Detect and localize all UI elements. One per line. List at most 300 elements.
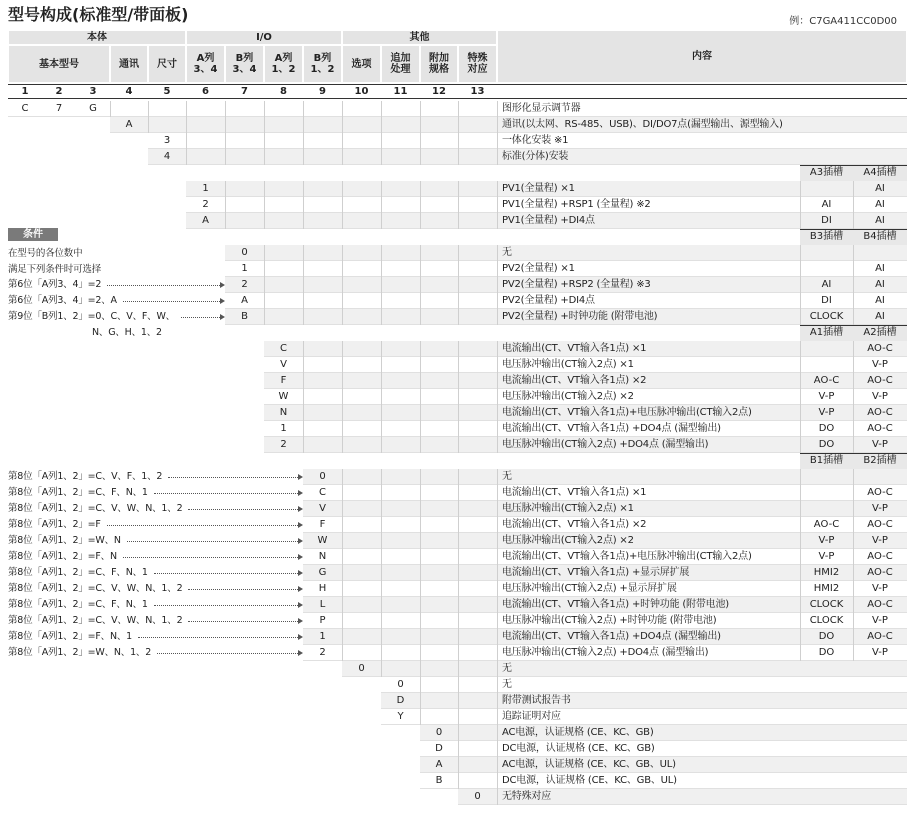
col-rule bbox=[497, 757, 498, 773]
col-rule bbox=[420, 213, 421, 229]
col-rule bbox=[342, 213, 343, 229]
content-desc: AC电源，认证规格 (CE、KC、GB、UL) bbox=[502, 759, 676, 770]
code-cell: B bbox=[435, 775, 443, 786]
col-rule bbox=[458, 293, 459, 309]
col-rule bbox=[303, 421, 304, 437]
content-desc: 一体化安装 ※1 bbox=[502, 135, 569, 146]
col-rule bbox=[420, 629, 421, 645]
code-cell: V bbox=[280, 359, 287, 370]
col-rule bbox=[342, 581, 343, 597]
col-rule bbox=[342, 117, 343, 133]
code-cell: 2 bbox=[319, 647, 326, 658]
col-rule bbox=[458, 341, 459, 357]
arrow-head bbox=[298, 538, 303, 544]
header-column: B列 3、4 bbox=[225, 45, 264, 83]
content-desc: 无 bbox=[502, 247, 512, 258]
col-rule bbox=[420, 597, 421, 613]
slot-value: DI bbox=[821, 295, 832, 306]
col-rule bbox=[342, 389, 343, 405]
col-rule bbox=[458, 517, 459, 533]
code-cell: 2 bbox=[202, 199, 209, 210]
col-rule bbox=[497, 549, 498, 565]
col-rule bbox=[497, 261, 498, 277]
content-desc: 无特殊对应 bbox=[502, 791, 551, 802]
col-rule bbox=[342, 277, 343, 293]
col-rule bbox=[381, 373, 382, 389]
col-rule bbox=[342, 101, 343, 117]
slot-value: V-P bbox=[818, 551, 835, 562]
col-rule bbox=[458, 501, 459, 517]
col-rule bbox=[497, 773, 498, 789]
slot-value: V-P bbox=[818, 407, 835, 418]
condition-arrow bbox=[123, 301, 220, 302]
condition-arrow bbox=[154, 573, 298, 574]
content-desc: DC电源，认证规格 (CE、KC、GB) bbox=[502, 743, 655, 754]
col-rule bbox=[458, 757, 459, 773]
code-cell: 2 bbox=[241, 279, 248, 290]
slot-value: V-P bbox=[872, 535, 888, 546]
col-rule bbox=[497, 581, 498, 597]
col-rule bbox=[458, 245, 459, 261]
arrow-head bbox=[298, 490, 303, 496]
content-desc: PV2(全量程) ×1 bbox=[502, 263, 575, 274]
col-rule bbox=[497, 661, 498, 677]
col-rule bbox=[381, 341, 382, 357]
condition-arrow bbox=[154, 605, 298, 606]
col-rule bbox=[497, 741, 498, 757]
col-rule bbox=[497, 597, 498, 613]
col-rule bbox=[381, 181, 382, 197]
col-rule bbox=[497, 629, 498, 645]
arrow-head bbox=[298, 474, 303, 480]
slot-header: B3插槽 bbox=[800, 229, 853, 245]
col-rule bbox=[303, 293, 304, 309]
slot-value: AO-C bbox=[867, 343, 893, 354]
col-rule bbox=[458, 181, 459, 197]
col-rule bbox=[303, 277, 304, 293]
col-rule bbox=[381, 629, 382, 645]
col-rule bbox=[497, 789, 498, 805]
slot-value: V-P bbox=[872, 647, 888, 658]
slot-value: AO-C bbox=[867, 375, 893, 386]
col-rule bbox=[342, 565, 343, 581]
col-rule bbox=[497, 389, 498, 405]
arrow-head bbox=[298, 618, 303, 624]
row-rule bbox=[800, 229, 907, 230]
content-desc: 附带测试报告书 bbox=[502, 695, 571, 706]
col-rule bbox=[458, 133, 459, 149]
digit-number: 12 bbox=[420, 84, 458, 98]
arrow-head bbox=[298, 506, 303, 512]
col-rule bbox=[458, 693, 459, 709]
col-rule bbox=[458, 117, 459, 133]
code-cell: B bbox=[241, 311, 248, 322]
col-rule bbox=[303, 245, 304, 261]
slot-header: B4插槽 bbox=[853, 229, 907, 245]
content-desc: 无 bbox=[502, 679, 512, 690]
col-rule bbox=[458, 709, 459, 725]
slot-value: HMI2 bbox=[813, 567, 840, 578]
slot-value: AO-C bbox=[867, 407, 893, 418]
example-model-code: 例：C7GA411CC0D00 bbox=[789, 16, 897, 27]
slot-value: AO-C bbox=[867, 567, 893, 578]
slot-value: AO-C bbox=[867, 631, 893, 642]
col-rule bbox=[381, 197, 382, 213]
col-rule bbox=[497, 405, 498, 421]
col-rule bbox=[458, 741, 459, 757]
slot-value: V-P bbox=[872, 391, 888, 402]
arrow-head bbox=[298, 602, 303, 608]
col-rule bbox=[458, 469, 459, 485]
slot-value: CLOCK bbox=[809, 599, 844, 610]
content-desc: 电流输出(CT、VT输入各1点) ×2 bbox=[502, 519, 647, 530]
content-desc: 电流输出(CT、VT输入各1点) +显示屏扩展 bbox=[502, 567, 690, 578]
slot-value bbox=[800, 341, 853, 357]
arrow-head bbox=[298, 522, 303, 528]
col-rule bbox=[420, 373, 421, 389]
content-desc: 追踪证明对应 bbox=[502, 711, 561, 722]
col-rule bbox=[497, 485, 498, 501]
col-rule bbox=[420, 645, 421, 661]
col-rule bbox=[381, 133, 382, 149]
code-cell: F bbox=[280, 375, 287, 386]
header-rule bbox=[8, 98, 907, 99]
col-rule bbox=[458, 421, 459, 437]
condition-arrow bbox=[157, 653, 298, 654]
col-rule bbox=[342, 549, 343, 565]
code-cell: 0 bbox=[241, 247, 248, 258]
col-rule bbox=[497, 293, 498, 309]
col-rule bbox=[458, 373, 459, 389]
col-rule bbox=[420, 549, 421, 565]
slot-value: V-P bbox=[818, 535, 835, 546]
condition-arrow bbox=[123, 557, 298, 558]
col-rule bbox=[497, 613, 498, 629]
col-rule bbox=[303, 213, 304, 229]
col-rule bbox=[420, 693, 421, 709]
col-rule bbox=[342, 357, 343, 373]
col-rule bbox=[420, 133, 421, 149]
col-rule bbox=[303, 357, 304, 373]
col-rule bbox=[420, 501, 421, 517]
col-rule bbox=[381, 293, 382, 309]
slot-value: V-P bbox=[818, 391, 835, 402]
code-cell: 1 bbox=[280, 423, 287, 434]
code-cell: A bbox=[125, 119, 133, 130]
slot-value: AI bbox=[875, 263, 885, 274]
slot-value: DO bbox=[818, 647, 835, 658]
code-cell: V bbox=[319, 503, 326, 514]
content-desc: PV1(全量程) ×1 bbox=[502, 183, 575, 194]
col-rule bbox=[381, 485, 382, 501]
col-rule bbox=[342, 597, 343, 613]
code-cell: G bbox=[318, 567, 327, 578]
content-desc: 无 bbox=[502, 663, 512, 674]
col-rule bbox=[303, 373, 304, 389]
col-rule bbox=[381, 421, 382, 437]
content-desc: PV1(全量程) +RSP1 (全量程) ※2 bbox=[502, 199, 651, 210]
header-column: 附加 规格 bbox=[420, 45, 458, 83]
col-rule bbox=[342, 501, 343, 517]
col-rule bbox=[381, 261, 382, 277]
code-cell: H bbox=[318, 583, 327, 594]
col-rule bbox=[420, 293, 421, 309]
col-rule bbox=[342, 181, 343, 197]
header-column: A列 1、2 bbox=[264, 45, 303, 83]
col-rule bbox=[381, 597, 382, 613]
col-rule bbox=[497, 421, 498, 437]
col-rule bbox=[420, 533, 421, 549]
col-rule bbox=[303, 437, 304, 453]
col-rule bbox=[420, 245, 421, 261]
col-rule bbox=[420, 261, 421, 277]
col-rule bbox=[497, 341, 498, 357]
col-rule bbox=[303, 117, 304, 133]
condition-text: 第6位「A列3、4」=2 bbox=[8, 279, 102, 290]
condition-text: 第8位「A列1、2」=C、F、N、1 bbox=[8, 599, 148, 610]
col-rule bbox=[458, 565, 459, 581]
slot-header: A1插槽 bbox=[800, 325, 853, 341]
digit-number: 5 bbox=[148, 84, 186, 98]
digit-number: 3 bbox=[76, 84, 110, 98]
slot-header: A4插槽 bbox=[853, 165, 907, 181]
col-rule bbox=[420, 357, 421, 373]
col-rule bbox=[458, 405, 459, 421]
col-rule bbox=[342, 405, 343, 421]
content-desc: 电流输出(CT、VT输入各1点) +DO4点 (漏型输出) bbox=[502, 631, 721, 642]
content-desc: PV2(全量程) +时钟功能 (附带电池) bbox=[502, 311, 658, 322]
col-rule bbox=[381, 213, 382, 229]
content-desc: DC电源，认证规格 (CE、KC、GB、UL) bbox=[502, 775, 677, 786]
code-cell: 1 bbox=[202, 183, 209, 194]
col-rule bbox=[381, 565, 382, 581]
arrow-head bbox=[220, 282, 225, 288]
col-rule bbox=[458, 101, 459, 117]
arrow-head bbox=[298, 554, 303, 560]
col-rule bbox=[420, 309, 421, 325]
col-rule bbox=[186, 101, 187, 117]
slot-value: AO-C bbox=[813, 519, 840, 530]
code-cell: 0 bbox=[319, 471, 326, 482]
col-rule bbox=[497, 101, 498, 117]
col-rule bbox=[264, 117, 265, 133]
col-rule bbox=[264, 277, 265, 293]
code-cell: Y bbox=[397, 711, 404, 722]
code-cell: 1 bbox=[241, 263, 248, 274]
code-cell: N bbox=[318, 551, 327, 562]
col-rule bbox=[264, 101, 265, 117]
digit-number: 9 bbox=[303, 84, 342, 98]
col-rule bbox=[458, 213, 459, 229]
header-column: 通讯 bbox=[110, 45, 148, 83]
slot-header: A3插槽 bbox=[800, 165, 853, 181]
col-rule bbox=[497, 565, 498, 581]
col-rule bbox=[497, 357, 498, 373]
condition-arrow bbox=[188, 589, 298, 590]
code-cell: 7 bbox=[55, 103, 63, 114]
header-group: 其他 bbox=[342, 30, 497, 45]
code-cell: 3 bbox=[163, 135, 171, 146]
col-rule bbox=[303, 261, 304, 277]
col-rule bbox=[420, 709, 421, 725]
content-desc: 电流输出(CT、VT输入各1点) ×2 bbox=[502, 375, 647, 386]
col-rule bbox=[303, 389, 304, 405]
col-rule bbox=[342, 533, 343, 549]
col-rule bbox=[381, 549, 382, 565]
condition-arrow bbox=[168, 477, 298, 478]
col-rule bbox=[497, 309, 498, 325]
slot-value bbox=[853, 469, 907, 485]
slot-header: B2插槽 bbox=[853, 453, 907, 469]
condition-arrow bbox=[188, 621, 298, 622]
col-rule bbox=[381, 613, 382, 629]
slot-value bbox=[800, 245, 853, 261]
col-rule bbox=[458, 309, 459, 325]
slot-value: AI bbox=[821, 279, 832, 290]
slot-value: DI bbox=[821, 215, 832, 226]
code-cell: W bbox=[317, 535, 328, 546]
col-rule bbox=[381, 645, 382, 661]
condition-arrow bbox=[107, 285, 220, 286]
col-rule bbox=[497, 133, 498, 149]
col-rule bbox=[420, 677, 421, 693]
col-rule bbox=[420, 485, 421, 501]
col-rule bbox=[497, 725, 498, 741]
condition-text: 第8位「A列1、2」=W、N bbox=[8, 535, 121, 546]
code-cell: P bbox=[319, 615, 326, 626]
page-title: 型号构成(标准型/带面板) bbox=[8, 5, 189, 24]
col-rule bbox=[420, 469, 421, 485]
code-cell: N bbox=[279, 407, 288, 418]
condition-text: 第8位「A列1、2」=C、V、W、N、1、2 bbox=[8, 583, 183, 594]
content-desc: 电流输出(CT、VT输入各1点) ×1 bbox=[502, 487, 647, 498]
condition-text: 第8位「A列1、2」=W、N、1、2 bbox=[8, 647, 152, 658]
row-rule bbox=[800, 325, 907, 326]
col-rule bbox=[303, 181, 304, 197]
col-rule bbox=[381, 277, 382, 293]
header-group: I/O bbox=[186, 30, 342, 45]
content-desc: 电流输出(CT、VT输入各1点)+电压脉冲输出(CT输入2点) bbox=[502, 551, 752, 562]
content-desc: 标准(分体)安装 bbox=[502, 151, 569, 162]
col-rule bbox=[381, 469, 382, 485]
slot-value: AI bbox=[875, 311, 885, 322]
condition-text: 第6位「A列3、4」=2、A bbox=[8, 295, 117, 306]
col-rule bbox=[264, 197, 265, 213]
col-rule bbox=[497, 213, 498, 229]
col-rule bbox=[458, 437, 459, 453]
conditions-intro: 满足下列条件时可选择 bbox=[8, 264, 102, 275]
col-rule bbox=[420, 405, 421, 421]
col-rule bbox=[497, 373, 498, 389]
slot-value: CLOCK bbox=[809, 311, 844, 322]
col-rule bbox=[303, 133, 304, 149]
slot-value: AI bbox=[875, 295, 885, 306]
digit-number: 8 bbox=[264, 84, 303, 98]
code-cell: A bbox=[202, 215, 209, 226]
content-desc: 图形化显示调节器 bbox=[502, 103, 581, 114]
col-rule bbox=[225, 149, 226, 165]
col-rule bbox=[381, 517, 382, 533]
col-rule bbox=[458, 581, 459, 597]
code-cell: 0 bbox=[358, 663, 365, 674]
col-rule bbox=[458, 149, 459, 165]
col-rule bbox=[381, 581, 382, 597]
col-rule bbox=[497, 149, 498, 165]
col-rule bbox=[420, 517, 421, 533]
code-cell: 0 bbox=[474, 791, 481, 802]
col-rule bbox=[458, 197, 459, 213]
code-cell: L bbox=[319, 599, 326, 610]
slot-value bbox=[800, 485, 853, 501]
content-desc: 电压脉冲输出(CT输入2点) ×2 bbox=[502, 535, 634, 546]
condition-text: 第9位「B列1、2」=0、C、V、F、W、 bbox=[8, 311, 175, 322]
col-rule bbox=[186, 133, 187, 149]
conditions-tag: 条件 bbox=[8, 228, 58, 241]
col-rule bbox=[458, 277, 459, 293]
code-cell: A bbox=[241, 295, 248, 306]
header-column: 追加 处理 bbox=[381, 45, 420, 83]
col-rule bbox=[264, 133, 265, 149]
header-rule bbox=[8, 84, 907, 85]
code-cell: W bbox=[278, 391, 289, 402]
col-rule bbox=[186, 149, 187, 165]
slot-value: DO bbox=[818, 423, 835, 434]
digit-number: 11 bbox=[381, 84, 420, 98]
col-rule bbox=[381, 661, 382, 677]
col-rule bbox=[342, 261, 343, 277]
col-rule bbox=[458, 533, 459, 549]
code-cell: D bbox=[435, 743, 443, 754]
col-rule bbox=[381, 149, 382, 165]
slot-value bbox=[800, 357, 853, 373]
slot-value: HMI2 bbox=[813, 583, 840, 594]
condition-text: 第8位「A列1、2」=C、V、W、N、1、2 bbox=[8, 503, 183, 514]
arrow-head bbox=[298, 634, 303, 640]
col-rule bbox=[497, 501, 498, 517]
content-desc: 电压脉冲输出(CT输入2点) +DO4点 (漏型输出) bbox=[502, 439, 709, 450]
col-rule bbox=[497, 645, 498, 661]
col-rule bbox=[342, 613, 343, 629]
col-rule bbox=[225, 213, 226, 229]
header-column: 特殊 对应 bbox=[458, 45, 497, 83]
slot-value: V-P bbox=[872, 439, 888, 450]
col-rule bbox=[420, 437, 421, 453]
col-rule bbox=[342, 485, 343, 501]
col-rule bbox=[420, 581, 421, 597]
slot-value: AO-C bbox=[867, 487, 893, 498]
content-desc: 电流输出(CT、VT输入各1点) +DO4点 (漏型输出) bbox=[502, 423, 721, 434]
arrow-head bbox=[298, 570, 303, 576]
code-cell: C bbox=[280, 343, 287, 354]
col-rule bbox=[497, 117, 498, 133]
condition-text: 第8位「A列1、2」=C、V、W、N、1、2 bbox=[8, 615, 183, 626]
condition-arrow bbox=[127, 541, 298, 542]
header-column: 尺寸 bbox=[148, 45, 186, 83]
col-rule bbox=[342, 133, 343, 149]
col-rule bbox=[381, 309, 382, 325]
col-rule bbox=[497, 197, 498, 213]
code-cell: G bbox=[89, 103, 97, 114]
slot-value: AI bbox=[875, 279, 885, 290]
condition-text: N、G、H、1、2 bbox=[92, 327, 162, 338]
col-rule bbox=[497, 277, 498, 293]
col-rule bbox=[303, 405, 304, 421]
row-rule bbox=[800, 165, 907, 166]
condition-text: 第8位「A列1、2」=F bbox=[8, 519, 101, 530]
col-rule bbox=[342, 517, 343, 533]
slot-value: AO-C bbox=[867, 519, 893, 530]
col-rule bbox=[225, 117, 226, 133]
